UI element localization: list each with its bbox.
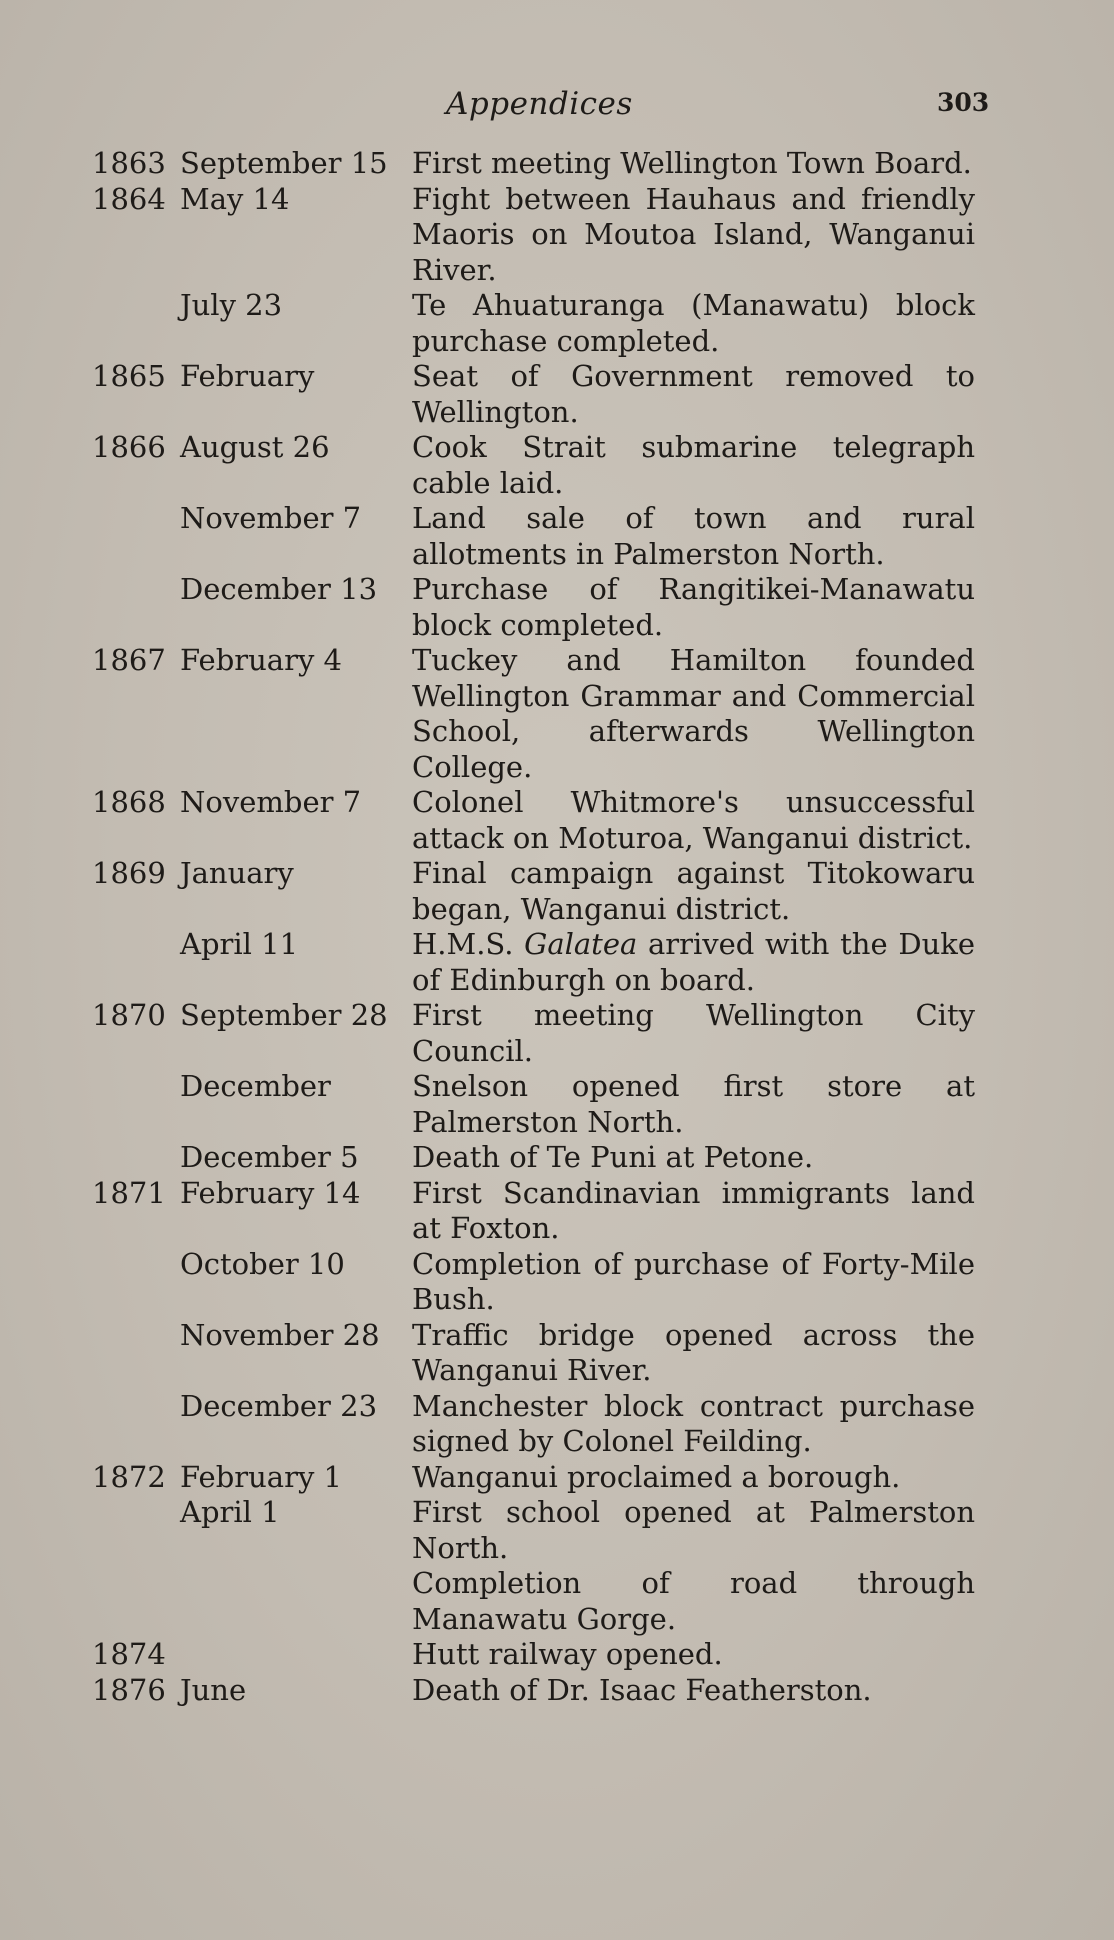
- chronology-entry: [0, 430, 1114, 501]
- chronology-entry: [0, 1318, 1114, 1389]
- chronology-entry: [0, 1176, 1114, 1247]
- ship-name: Galatea: [524, 927, 638, 961]
- entry-event: Hutt railway opened.: [412, 1637, 723, 1671]
- entry-date: February 1: [180, 1459, 343, 1494]
- entry-event: Final campaign against Titokowaru began, Wanganui district.: [412, 856, 975, 926]
- entry-event: Te Ahuaturanga (Manawatu) block purchase completed.: [412, 288, 975, 358]
- entry-event: Colonel Whitmore's unsuccessful attack on Moturoa, Wanganui district.: [412, 785, 975, 855]
- entry-event: First Scandinavian immigrants land at Foxton.: [412, 1175, 975, 1245]
- entry-event: Death of Te Puni at Petone.: [412, 1140, 814, 1174]
- entry-date: February 4: [180, 643, 343, 677]
- event-text: arrived with the Duke of Edinburgh on board.: [412, 927, 975, 997]
- entry-event: Manchester block contract purchase signed by Colonel Feilding.: [412, 1388, 975, 1458]
- entry-date: December: [180, 1069, 331, 1103]
- entry-year: 1869: [92, 856, 166, 890]
- entry-date: July 23: [180, 288, 283, 322]
- entry-event: Tuckey and Hamilton founded Wellington Grammar and Commercial School, afterwards Wellington College.: [412, 643, 975, 784]
- chronology-entry: [0, 1460, 1114, 1496]
- entry-year: 1876: [92, 1672, 166, 1707]
- running-head: [0, 86, 1114, 126]
- chronology-entry: [0, 1673, 1114, 1709]
- chronology-entry: [0, 572, 1114, 643]
- entry-date: February: [180, 359, 315, 393]
- chronology-entry: [0, 927, 1114, 998]
- entry-date: September 28: [180, 998, 388, 1032]
- chronology-entry: [0, 643, 1114, 785]
- entry-event: Land sale of town and rural allotments in Palmerston North.: [412, 501, 975, 571]
- entry-date: June: [180, 1672, 247, 1707]
- entry-date: October 10: [180, 1246, 345, 1281]
- entry-event: First school opened at Palmerston North.: [412, 1495, 975, 1565]
- chronology-entry: [0, 146, 1114, 182]
- entry-year: 1863: [92, 146, 166, 180]
- entry-date: December 13: [180, 572, 378, 606]
- entry-event: [412, 927, 975, 998]
- chronology-entry: [0, 856, 1114, 927]
- entry-event: Fight between Hauhaus and friendly Maoris on Moutoa Island, Wanganui River.: [412, 181, 975, 287]
- entry-year: 1874: [92, 1637, 166, 1671]
- entry-event: Completion of road through Manawatu Gorge.: [412, 1566, 975, 1636]
- chronology-entry: [0, 182, 1114, 289]
- entry-event: Wanganui proclaimed a borough.: [412, 1459, 901, 1494]
- entry-event: Purchase of Rangitikei-Manawatu block completed.: [412, 572, 975, 642]
- chronology-entry: [0, 288, 1114, 359]
- chronology-entry: [0, 1247, 1114, 1318]
- entry-event: Completion of purchase of Forty-Mile Bush.: [412, 1246, 975, 1316]
- entry-year: 1865: [92, 359, 166, 393]
- entry-date: December 5: [180, 1140, 359, 1174]
- entry-event: Death of Dr. Isaac Featherston.: [412, 1672, 872, 1707]
- entry-date: September 15: [180, 146, 388, 180]
- entry-date: December 23: [180, 1388, 378, 1423]
- chronology-entry: [0, 501, 1114, 572]
- entry-year: 1872: [92, 1459, 166, 1494]
- chronology-entry: [0, 998, 1114, 1069]
- entry-year: 1868: [92, 785, 166, 819]
- entry-year: 1864: [92, 181, 166, 216]
- entry-year: 1867: [92, 643, 166, 677]
- event-text: H.M.S.: [412, 927, 525, 961]
- entry-year: 1870: [92, 998, 166, 1032]
- entry-date: April 11: [180, 927, 299, 961]
- chronology-entry: [0, 1566, 1114, 1637]
- entry-event: Snelson opened first store at Palmerston North.: [412, 1069, 975, 1139]
- entry-date: November 28: [180, 1317, 380, 1352]
- chronology-entry: [0, 1140, 1114, 1176]
- entry-event: Seat of Government removed to Wellington.: [412, 359, 975, 429]
- chronology-entry: [0, 1389, 1114, 1460]
- chronology-entry: [0, 359, 1114, 430]
- entry-event: Traffic bridge opened across the Wanganui River.: [412, 1317, 975, 1387]
- entry-date: November 7: [180, 501, 362, 535]
- entry-year: 1871: [92, 1175, 166, 1210]
- entry-date: August 26: [180, 430, 330, 464]
- entry-date: January: [180, 856, 294, 890]
- chronology-entry: [0, 1637, 1114, 1673]
- entry-event: First meeting Wellington City Council.: [412, 998, 975, 1068]
- entry-event: Cook Strait submarine telegraph cable laid.: [412, 430, 975, 500]
- chronology-list: [0, 146, 1114, 1708]
- chronology-entry: [0, 1069, 1114, 1140]
- running-title: Appendices: [446, 86, 633, 122]
- entry-year: 1866: [92, 430, 166, 464]
- entry-date: November 7: [180, 785, 362, 819]
- entry-date: February 14: [180, 1175, 361, 1210]
- entry-date: May 14: [180, 181, 290, 216]
- chronology-entry: [0, 1495, 1114, 1566]
- page-number: 303: [937, 88, 990, 117]
- entry-event: First meeting Wellington Town Board.: [412, 146, 972, 180]
- entry-date: April 1: [180, 1495, 280, 1529]
- chronology-entry: [0, 785, 1114, 856]
